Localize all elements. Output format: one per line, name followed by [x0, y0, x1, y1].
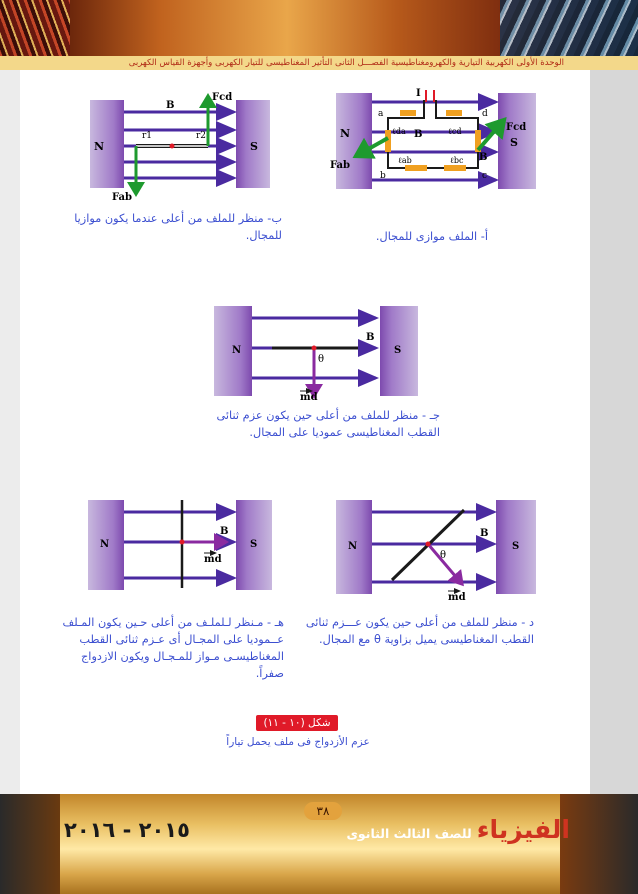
label-b-field: B — [220, 526, 229, 537]
header-decoration-right — [500, 0, 638, 58]
label-n: N — [232, 345, 242, 356]
diagram-h — [88, 500, 272, 590]
page-number: ٣٨ — [304, 802, 342, 820]
label-r2: r2 — [196, 131, 207, 141]
label-lbc: ℓbc — [450, 156, 464, 165]
label-b: b — [380, 171, 386, 181]
magnet-n-a — [336, 93, 372, 189]
label-n: N — [340, 127, 351, 140]
caption-b-line2: للمجال. — [245, 229, 282, 242]
label-b-field: B — [479, 152, 488, 163]
label-d: d — [482, 109, 488, 119]
coil-axis — [180, 540, 185, 545]
header-decoration-left — [0, 0, 70, 58]
current-arrow — [444, 165, 466, 171]
label-b-field: B — [366, 332, 375, 343]
caption-h — [62, 614, 284, 682]
label-md: md — [204, 554, 222, 565]
label-i: I — [416, 88, 421, 99]
label-lda: ℓda — [392, 127, 406, 136]
caption-h-line3: المغناطيسـى مـواز للمـجـال ويكون الازدواج — [81, 650, 284, 663]
caption-d-line1: د - منظر للملف من أعلى حين يكون عـــزم ثنائى — [305, 616, 534, 629]
label-theta: θ — [318, 354, 325, 365]
caption-j-line2: القطب المغناطيسى عموديا على المجال. — [249, 426, 440, 439]
diagram-b — [90, 92, 270, 203]
label-lab: ℓab — [398, 156, 412, 165]
figure-caption: عزم الأزدواج فى ملف يحمل تياراً — [226, 736, 370, 748]
label-s: S — [250, 539, 258, 550]
figure-label: شكل (١٠ - ١١) — [256, 715, 338, 731]
label-fab: Fab — [112, 192, 133, 203]
diagram-a — [330, 88, 536, 189]
diagram-d — [336, 500, 536, 603]
caption-b — [76, 210, 282, 244]
caption-h-line4: صفراً. — [255, 667, 284, 680]
caption-h-line2: عــموديا على المجـال أى عـزم ثنائى القطب — [79, 633, 284, 646]
label-c: c — [482, 171, 488, 181]
label-n: N — [100, 539, 110, 550]
label-r1: r1 — [142, 131, 153, 141]
diagram-j — [214, 306, 418, 403]
label-s: S — [512, 541, 520, 552]
label-b-field: B — [480, 528, 489, 539]
academic-years: ٢٠١٥ - ٢٠١٦ — [64, 818, 190, 842]
coil-axis — [312, 346, 317, 351]
label-b-field: B — [166, 100, 175, 111]
book-title-grade: للصف الثالث الثانوى — [346, 826, 472, 841]
label-s: S — [250, 140, 258, 153]
label-fcd: Fcd — [506, 122, 527, 133]
footer-decoration-left — [0, 794, 60, 894]
label-s: S — [510, 136, 518, 149]
caption-j — [216, 407, 440, 441]
label-s: S — [394, 345, 402, 356]
coil-axis — [426, 542, 431, 547]
label-theta: θ — [440, 550, 447, 561]
current-arrow — [405, 165, 427, 171]
label-md: md — [300, 392, 318, 403]
caption-d-line2: القطب المغناطيسى يميل بزاوية θ مع المجال. — [319, 633, 534, 646]
caption-a-text: أ- الملف موازى للمجال. — [375, 230, 488, 243]
label-a: a — [378, 109, 384, 119]
footer-decoration-right — [560, 794, 638, 894]
label-n: N — [348, 541, 358, 552]
unit-title: الوحدة الأولى الكهربية التيارية والكهرومغناطيسية الفصـــل الثانى التأثير المغناطيسى للتيار الكهربى وأجهزة القياس الكهربى — [128, 58, 564, 68]
caption-a — [375, 228, 488, 245]
current-arrow — [446, 110, 462, 116]
caption-b-line1: ب- منظر للملف من أعلى عندما يكون موازيا — [74, 212, 282, 225]
book-title-main: الفيزياء — [476, 815, 570, 844]
label-b-field: B — [414, 129, 423, 140]
coil-axis — [170, 144, 175, 149]
label-md: md — [448, 592, 466, 603]
book-title — [340, 815, 570, 855]
label-n: N — [94, 140, 105, 153]
caption-j-line1: جـ - منظر للملف من أعلى حين يكون عزم ثنائى — [216, 409, 440, 422]
current-arrow — [400, 110, 416, 116]
caption-d — [305, 614, 534, 648]
label-lcd: ℓcd — [448, 127, 462, 136]
caption-h-line1: هـ - مـنظر لـلملـف من أعلى حـين يكون المـلف — [62, 616, 284, 629]
label-fcd: Fcd — [212, 92, 233, 103]
label-fab: Fab — [330, 160, 351, 171]
